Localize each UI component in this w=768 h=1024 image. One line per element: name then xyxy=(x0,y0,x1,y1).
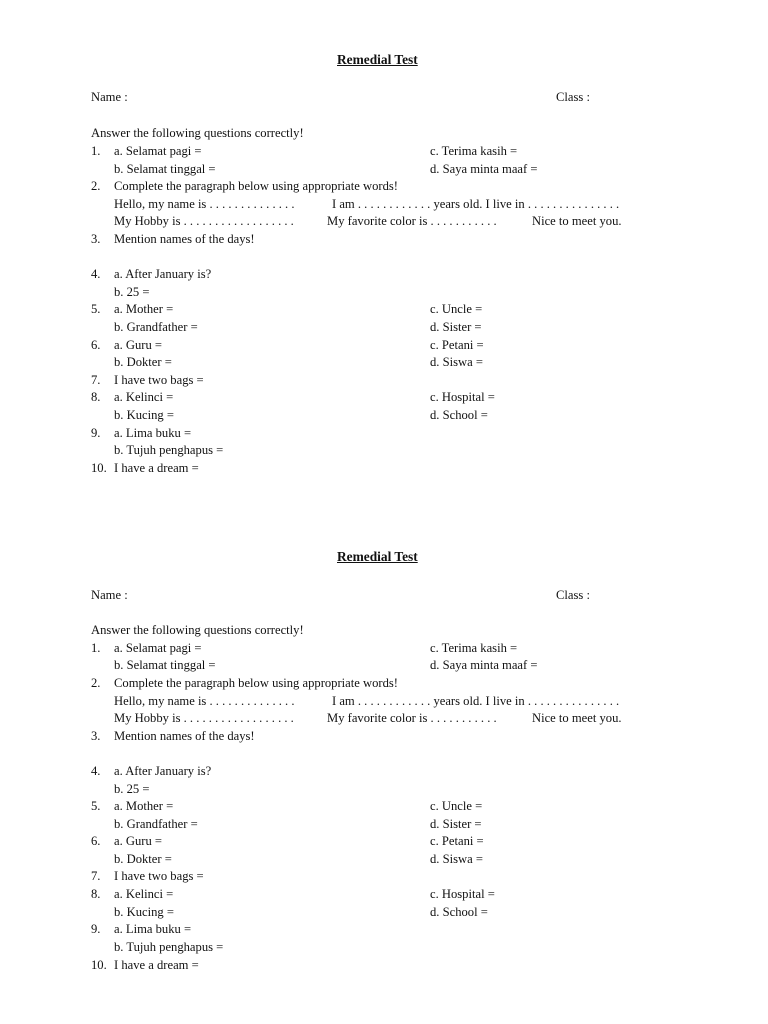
question-text: Complete the paragraph below using appropriate words! xyxy=(114,179,398,193)
paragraph-blank: Hello, my name is . . . . . . . . . . . . . . xyxy=(114,694,295,708)
name-label: Name : xyxy=(91,588,128,602)
instruction-text: Answer the following questions correctly! xyxy=(91,126,304,140)
question-item: c. Hospital = xyxy=(430,887,495,901)
question-item: a. After January is? xyxy=(114,267,212,281)
question-item: a. Mother = xyxy=(114,799,174,813)
question-item: d. Sister = xyxy=(430,320,482,334)
question-text: Mention names of the days! xyxy=(114,729,255,743)
question-text: I have two bags = xyxy=(114,373,204,387)
question-number: 7. xyxy=(91,869,101,883)
question-item: d. Sister = xyxy=(430,817,482,831)
question-number: 8. xyxy=(91,390,101,404)
question-item: b. Tujuh penghapus = xyxy=(114,443,224,457)
question-number: 3. xyxy=(91,729,101,743)
paragraph-blank: My Hobby is . . . . . . . . . . . . . . . . . . xyxy=(114,711,294,725)
question-item: b. Selamat tinggal = xyxy=(114,162,216,176)
question-item: d. School = xyxy=(430,408,488,422)
question-text: Complete the paragraph below using appropriate words! xyxy=(114,676,398,690)
question-item: b. 25 = xyxy=(114,782,150,796)
question-number: 6. xyxy=(91,834,101,848)
question-number: 9. xyxy=(91,426,101,440)
test-title: Remedial Test xyxy=(337,52,418,67)
question-number: 3. xyxy=(91,232,101,246)
question-number: 2. xyxy=(91,676,101,690)
question-number: 1. xyxy=(91,641,101,655)
question-number: 9. xyxy=(91,922,101,936)
question-text: I have a dream = xyxy=(114,461,199,475)
question-item: c. Petani = xyxy=(430,338,484,352)
paragraph-blank: I am . . . . . . . . . . . . years old. I live in . . . . . . . . . . . . . . . xyxy=(332,694,620,708)
question-item: a. Guru = xyxy=(114,338,163,352)
question-item: a. Lima buku = xyxy=(114,922,192,936)
test-title: Remedial Test xyxy=(337,549,418,564)
question-text: I have a dream = xyxy=(114,958,199,972)
paragraph-text: Nice to meet you. xyxy=(532,214,622,228)
question-number: 5. xyxy=(91,302,101,316)
question-item: d. Siswa = xyxy=(430,852,483,866)
question-item: a. Selamat pagi = xyxy=(114,144,202,158)
paragraph-blank: My Hobby is . . . . . . . . . . . . . . . . . . xyxy=(114,214,294,228)
question-item: c. Uncle = xyxy=(430,799,483,813)
question-item: a. Guru = xyxy=(114,834,163,848)
question-item: c. Terima kasih = xyxy=(430,144,518,158)
question-number: 4. xyxy=(91,267,101,281)
question-item: a. Kelinci = xyxy=(114,887,174,901)
question-item: c. Hospital = xyxy=(430,390,495,404)
question-item: b. Tujuh penghapus = xyxy=(114,940,224,954)
question-item: d. Saya minta maaf = xyxy=(430,162,538,176)
question-item: d. Siswa = xyxy=(430,355,483,369)
question-item: b. Dokter = xyxy=(114,355,172,369)
question-item: a. Selamat pagi = xyxy=(114,641,202,655)
question-number: 10. xyxy=(91,958,107,972)
paragraph-blank: I am . . . . . . . . . . . . years old. I live in . . . . . . . . . . . . . . . xyxy=(332,197,620,211)
question-number: 5. xyxy=(91,799,101,813)
question-number: 1. xyxy=(91,144,101,158)
question-item: b. 25 = xyxy=(114,285,150,299)
class-label: Class : xyxy=(556,588,590,602)
paragraph-text: Nice to meet you. xyxy=(532,711,622,725)
question-item: b. Selamat tinggal = xyxy=(114,658,216,672)
question-item: c. Uncle = xyxy=(430,302,483,316)
question-item: b. Dokter = xyxy=(114,852,172,866)
question-item: c. Petani = xyxy=(430,834,484,848)
question-item: b. Grandfather = xyxy=(114,817,198,831)
question-number: 8. xyxy=(91,887,101,901)
paragraph-blank: My favorite color is . . . . . . . . . . . xyxy=(327,214,497,228)
instruction-text: Answer the following questions correctly! xyxy=(91,623,304,637)
question-item: c. Terima kasih = xyxy=(430,641,518,655)
question-number: 6. xyxy=(91,338,101,352)
question-item: d. Saya minta maaf = xyxy=(430,658,538,672)
question-item: b. Kucing = xyxy=(114,408,174,422)
question-number: 4. xyxy=(91,764,101,778)
question-text: I have two bags = xyxy=(114,869,204,883)
paragraph-blank: My favorite color is . . . . . . . . . . . xyxy=(327,711,497,725)
name-label: Name : xyxy=(91,90,128,104)
question-number: 10. xyxy=(91,461,107,475)
question-item: b. Grandfather = xyxy=(114,320,198,334)
question-text: Mention names of the days! xyxy=(114,232,255,246)
question-item: b. Kucing = xyxy=(114,905,174,919)
paragraph-blank: Hello, my name is . . . . . . . . . . . . . . xyxy=(114,197,295,211)
class-label: Class : xyxy=(556,90,590,104)
question-item: a. Lima buku = xyxy=(114,426,192,440)
question-number: 7. xyxy=(91,373,101,387)
question-item: a. Kelinci = xyxy=(114,390,174,404)
question-item: a. Mother = xyxy=(114,302,174,316)
question-item: d. School = xyxy=(430,905,488,919)
question-number: 2. xyxy=(91,179,101,193)
question-item: a. After January is? xyxy=(114,764,212,778)
